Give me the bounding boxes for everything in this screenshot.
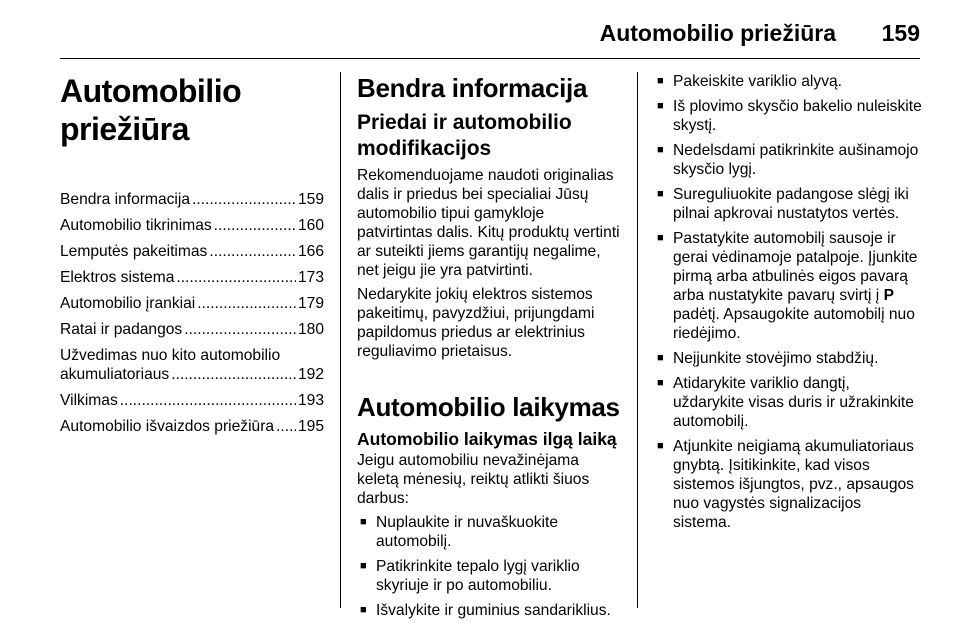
- list-item: ■ Neįjunkite stovėjimo stabdžių.: [657, 350, 879, 367]
- bullet-square-icon: ■: [657, 232, 664, 244]
- toc-item[interactable]: Elektros sistema ..... 173: [60, 268, 324, 287]
- toc-item[interactable]: Automobilio tikrinimas ..... 160: [60, 216, 324, 235]
- gear-position-p: P: [883, 287, 895, 304]
- list-item: ■ Pakeiskite variklio alyvą.: [657, 73, 842, 90]
- list-item: ■ Atidarykite variklio dangtį, uždarykite visas duris ir užrakinkite automobilį.: [657, 375, 914, 430]
- toc-item[interactable]: Lemputės pakeitimas ..... 166: [60, 242, 324, 261]
- list-item: ■ Nedelsdami patikrinkite aušinamojo skysčio lygį.: [657, 142, 919, 178]
- column-right: [654, 72, 922, 538]
- toc-item[interactable]: Ratai ir padangos ..... 180: [60, 320, 324, 339]
- list-item: ■ Iš plovimo skysčio bakelio nuleiskite skystį.: [657, 98, 922, 134]
- bullet-square-icon: ■: [657, 352, 664, 364]
- section-title-storage: Automobilio laikymas: [357, 392, 620, 422]
- bullet-square-icon: ■: [657, 377, 664, 389]
- page-header: [60, 14, 920, 59]
- toc-item[interactable]: Užvedimas nuo kito automobilio akumuliatoriaus ..... 192: [60, 346, 324, 384]
- column-divider-1: [340, 72, 341, 608]
- column-divider-2: [637, 72, 638, 608]
- running-header-title: Automobilio priežiūra: [599, 20, 836, 46]
- column-toc: [60, 72, 324, 443]
- list-item: ■ Sureguliuokite padangose slėgį iki pilnai apkrovai nustatytos vertės.: [657, 186, 909, 222]
- storage-steps-list-1: [357, 513, 623, 620]
- section-title-general: Bendra informacija: [357, 73, 588, 103]
- bullet-square-icon: ■: [657, 75, 664, 87]
- list-item: ■ Pastatykite automobilį sausoje ir gerai vėdinamoje patalpoje. Įjunkite pirmą arba atbulinės eigos pavarą arba nustatykite pavarų svirtį į P padėtį. Apsaugokite automobilį nuo riedėjimo.: [657, 230, 918, 342]
- toc-item[interactable]: Automobilio įrankiai ..... 179: [60, 294, 324, 313]
- list-item: ■ Atjunkite neigiamą akumuliatoriaus gnybtą. Įsitikinkite, kad visos sistemos išjungtos, pvz., apsaugos nuo vagystės signalizacijos sistema.: [657, 438, 914, 531]
- column-middle: [357, 72, 623, 626]
- bullet-square-icon: ■: [657, 144, 664, 156]
- bullet-square-icon: ■: [657, 440, 664, 452]
- subsection-title-long-storage: Automobilio laikymas ilgą laiką: [357, 429, 617, 449]
- bullet-square-icon: ■: [360, 560, 367, 572]
- list-item: ■ Patikrinkite tepalo lygį variklio skyriuje ir po automobiliu.: [360, 558, 580, 594]
- storage-steps-list-2: [654, 72, 922, 532]
- paragraph-storage-intro: Jeigu automobiliu nevažinėjama keletą mėnesių, reiktų atlikti šiuos darbus:: [357, 452, 590, 507]
- table-of-contents: [60, 190, 324, 436]
- bullet-square-icon: ■: [657, 188, 664, 200]
- paragraph-electrical-changes: Nedarykite jokių elektros sistemos pakeitimų, pavyzdžiui, prijungdami papildomus priedus ar elektrinius reguliavimo prietaisus.: [357, 286, 595, 360]
- subsection-title-accessories: Priedai ir automobilio modifikacijos: [357, 111, 572, 160]
- toc-item[interactable]: Bendra informacija ..... 159: [60, 190, 324, 209]
- bullet-square-icon: ■: [657, 100, 664, 112]
- bullet-square-icon: ■: [360, 516, 367, 528]
- page-number: 159: [881, 20, 920, 46]
- paragraph-original-parts: Rekomenduojame naudoti originalias dalis ir priedus bei specialiai Jūsų automobilio tipui gamykloje patvirtintas dalis. Kitų produktų vertinti ar suteikti jiems garantijų negalime, net jeigu jie yra patvirtinti.: [357, 167, 620, 279]
- bullet-square-icon: ■: [360, 604, 367, 616]
- toc-item[interactable]: Vilkimas ..... 193: [60, 391, 324, 410]
- list-item: ■ Nuplaukite ir nuvaškuokite automobilį.: [360, 514, 559, 550]
- toc-item[interactable]: Automobilio išvaizdos priežiūra ..... 195: [60, 417, 324, 436]
- chapter-title: Automobilio priežiūra: [60, 73, 242, 147]
- list-item: ■ Išvalykite ir guminius sandariklius.: [360, 602, 611, 619]
